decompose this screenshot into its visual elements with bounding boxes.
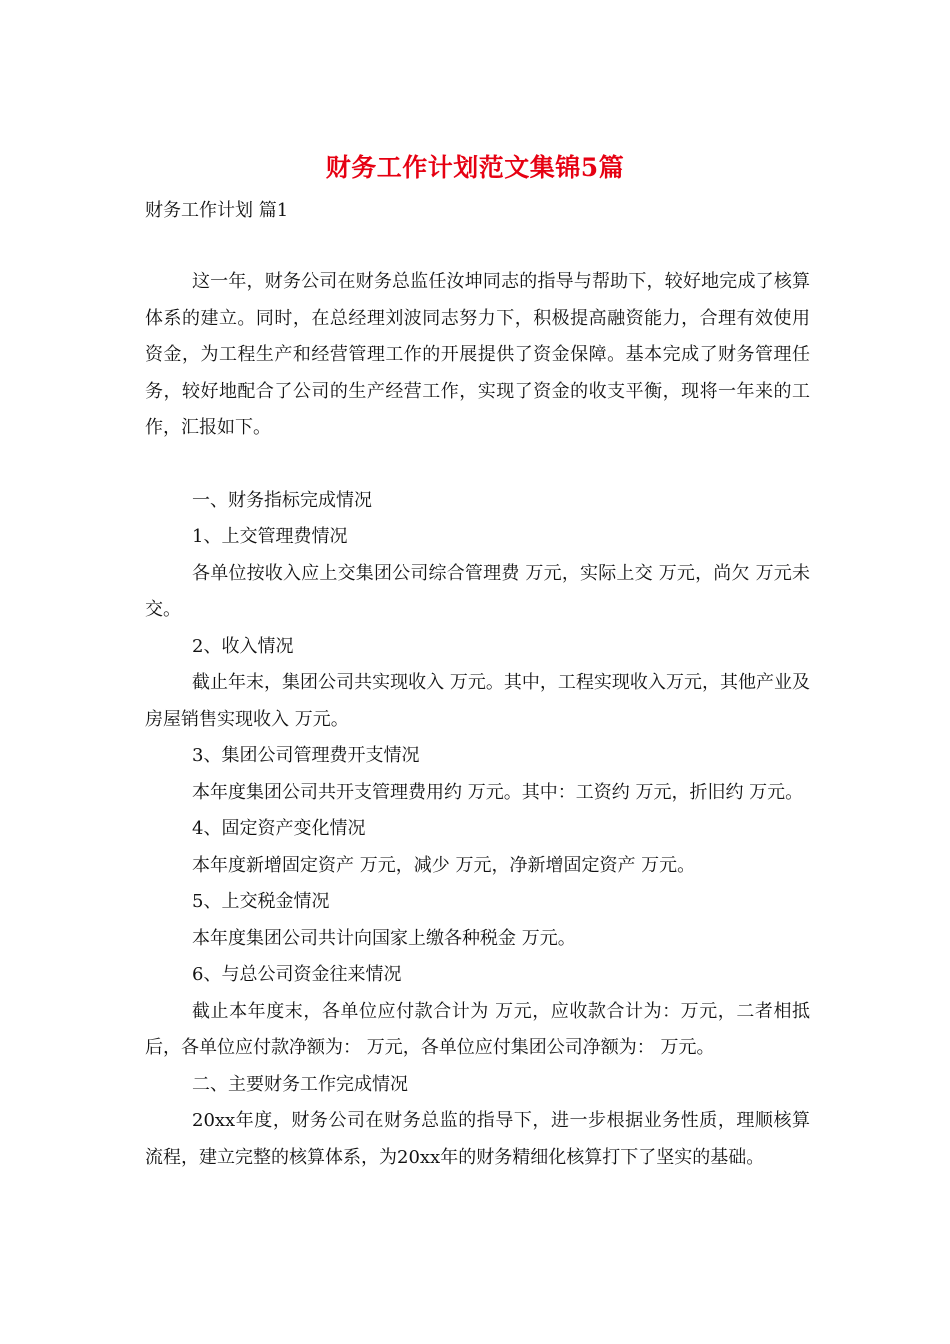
section-heading: 财务工作计划 篇1 — [145, 200, 289, 221]
paragraph-management-fee: 各单位按收入应上交集团公司综合管理费 万元，实际上交 万元，尚欠 万元未交。 — [145, 562, 810, 620]
subheading-management-fee: 1、上交管理费情况 — [192, 526, 348, 547]
intro-paragraph: 这一年，财务公司在财务总监任汝坤同志的指导与帮助下，较好地完成了核算体系的建立。同时，在总经理刘波同志努力下，积极提高融资能力，合理有效使用资金，为工程生产和经营管理工作的开展提供了资金保障。基本完成了财务管理任务，较好地配合了公司的生产经营工作，实现了资金的收支平衡，现将一年来的工作，汇报如下。 — [145, 271, 810, 438]
subheading-expenses: 3、集团公司管理费开支情况 — [192, 745, 420, 766]
heading-main-work: 二、主要财务工作完成情况 — [192, 1073, 408, 1095]
subheading-taxes: 5、上交税金情况 — [192, 891, 330, 912]
paragraph-expenses: 本年度集团公司共开支管理费用约 万元。其中：工资约 万元，折旧约 万元。 — [192, 781, 804, 803]
subheading-fund-transfers: 6、与总公司资金往来情况 — [192, 964, 402, 985]
paragraph-income: 截止年末，集团公司共实现收入 万元。其中，工程实现收入万元，其他产业及房屋销售实现收入 万元。 — [145, 672, 810, 730]
paragraph-main-work: 20xx年度，财务公司在财务总监的指导下，进一步根据业务性质，理顺核算流程，建立完整的核算体系，为20xx年的财务精细化核算打下了坚实的基础。 — [145, 1110, 810, 1168]
paragraph-fixed-assets: 本年度新增固定资产 万元，减少 万元，净新增固定资产 万元。 — [192, 854, 696, 876]
paragraph-fund-transfers: 截止本年度末，各单位应付款合计为 万元，应收款合计为：万元，二者相抵后，各单位应付款净额为： 万元，各单位应付集团公司净额为： 万元。 — [145, 1000, 810, 1058]
paragraph-taxes: 本年度集团公司共计向国家上缴各种税金 万元。 — [192, 927, 576, 949]
subheading-fixed-assets: 4、固定资产变化情况 — [192, 818, 366, 839]
subheading-income: 2、收入情况 — [192, 635, 294, 657]
document-title: 财务工作计划范文集锦5篇 — [325, 153, 625, 182]
document-body — [145, 264, 810, 1176]
heading-financial-indicators: 一、财务指标完成情况 — [192, 489, 372, 511]
